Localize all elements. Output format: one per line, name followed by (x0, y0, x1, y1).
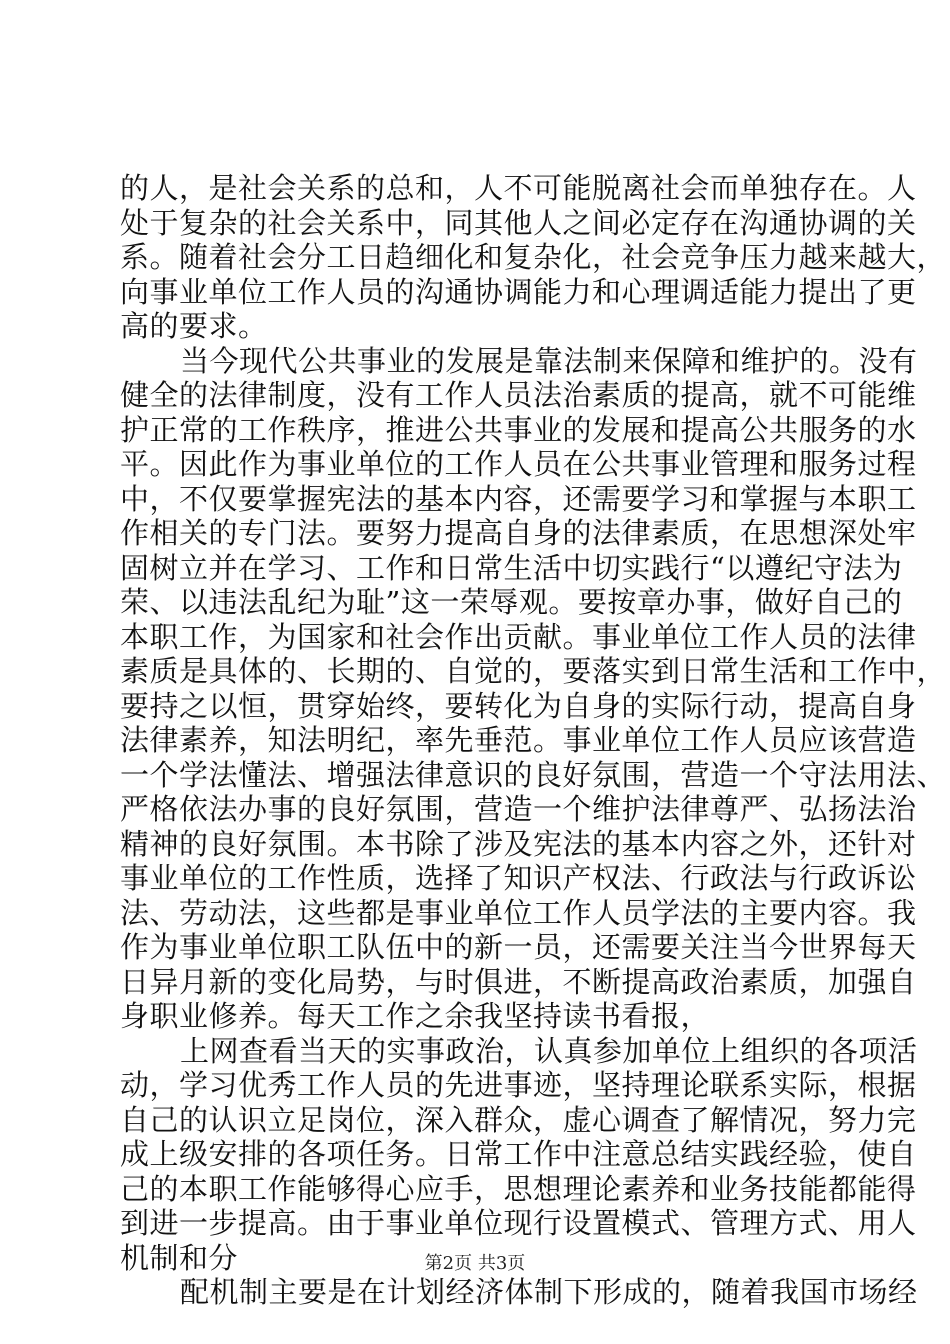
text-line: 高的要求。 (120, 309, 268, 343)
text-line: 作相关的专门法。要努力提高自身的法律素质，在思想深处牢 (120, 516, 917, 550)
text-line: 护正常的工作秩序，推进公共事业的发展和提高公共服务的水 (120, 412, 917, 447)
text-line: 事业单位的工作性质，选择了知识产权法、行政法与行政诉讼 (120, 861, 917, 895)
text-line: 健全的法律制度，没有工作人员法治素质的提高，就不可能维 (120, 378, 917, 412)
text-line: 严格依法办事的良好氛围，营造一个维护法律尊严、弘扬法治 (120, 792, 917, 826)
text-line: 中，不仅要掌握宪法的基本内容，还需要学习和掌握与本职工 (120, 481, 917, 516)
text-line: 作为事业单位职工队伍中的新一员，还需要关注当今世界每天 (120, 930, 917, 964)
page-footer: 第2页 共3页 (424, 1253, 526, 1274)
text-line: 法、劳动法，这些都是事业单位工作人员学法的主要内容。我 (120, 895, 917, 930)
text-line: 机制和分 (120, 1240, 239, 1275)
text-line: 的人，是社会关系的总和，人不可能脱离社会而单独存在。人 (120, 171, 917, 205)
text-line: 身职业修养。每天工作之余我坚持读书看报， (120, 999, 711, 1033)
text-line: 固树立并在学习、工作和日常生活中切实践行“以遵纪守法为 (120, 550, 903, 585)
text-line: 配机制主要是在计划经济体制下形成的，随着我国市场经 (180, 1275, 918, 1309)
document-body (120, 171, 947, 1310)
text-line: 要持之以恒，贯穿始终，要转化为自身的实际行动，提高自身 (120, 688, 917, 723)
text-line: 己的本职工作能够得心应手，思想理论素养和业务技能都能得 (120, 1171, 917, 1206)
text-line: 当今现代公共事业的发展是靠法制来保障和维护的。没有 (180, 343, 918, 378)
text-line: 一个学法懂法、增强法律意识的良好氛围，营造一个守法用法、 (120, 757, 947, 792)
text-line: 法律素养，知法明纪，率先垂范。事业单位工作人员应该营造 (120, 723, 917, 757)
text-line: 上网查看当天的实事政治，认真参加单位上组织的各项活 (180, 1033, 918, 1068)
text-line: 动，学习优秀工作人员的先进事迹，坚持理论联系实际，根据 (120, 1068, 917, 1102)
text-line: 系。随着社会分工日趋细化和复杂化，社会竞争压力越来越大， (120, 240, 947, 274)
text-line: 荣、以违法乱纪为耻”这一荣辱观。要按章办事，做好自己的 (120, 585, 903, 619)
text-line: 平。因此作为事业单位的工作人员在公共事业管理和服务过程 (120, 447, 917, 481)
text-line: 到进一步提高。由于事业单位现行设置模式、管理方式、用人 (120, 1206, 917, 1240)
text-line: 本职工作，为国家和社会作出贡献。事业单位工作人员的法律 (120, 619, 917, 654)
text-line: 成上级安排的各项任务。日常工作中注意总结实践经验，使自 (120, 1137, 917, 1171)
text-line: 自己的认识立足岗位，深入群众，虚心调查了解情况，努力完 (120, 1102, 917, 1137)
text-line: 精神的良好氛围。本书除了涉及宪法的基本内容之外，还针对 (120, 826, 917, 861)
text-line: 日异月新的变化局势，与时俱进，不断提高政治素质，加强自 (120, 964, 917, 999)
text-line: 处于复杂的社会关系中，同其他人之间必定存在沟通协调的关 (120, 205, 917, 240)
text-line: 素质是具体的、长期的、自觉的，要落实到日常生活和工作中， (120, 654, 947, 688)
text-line: 向事业单位工作人员的沟通协调能力和心理调适能力提出了更 (120, 274, 917, 309)
